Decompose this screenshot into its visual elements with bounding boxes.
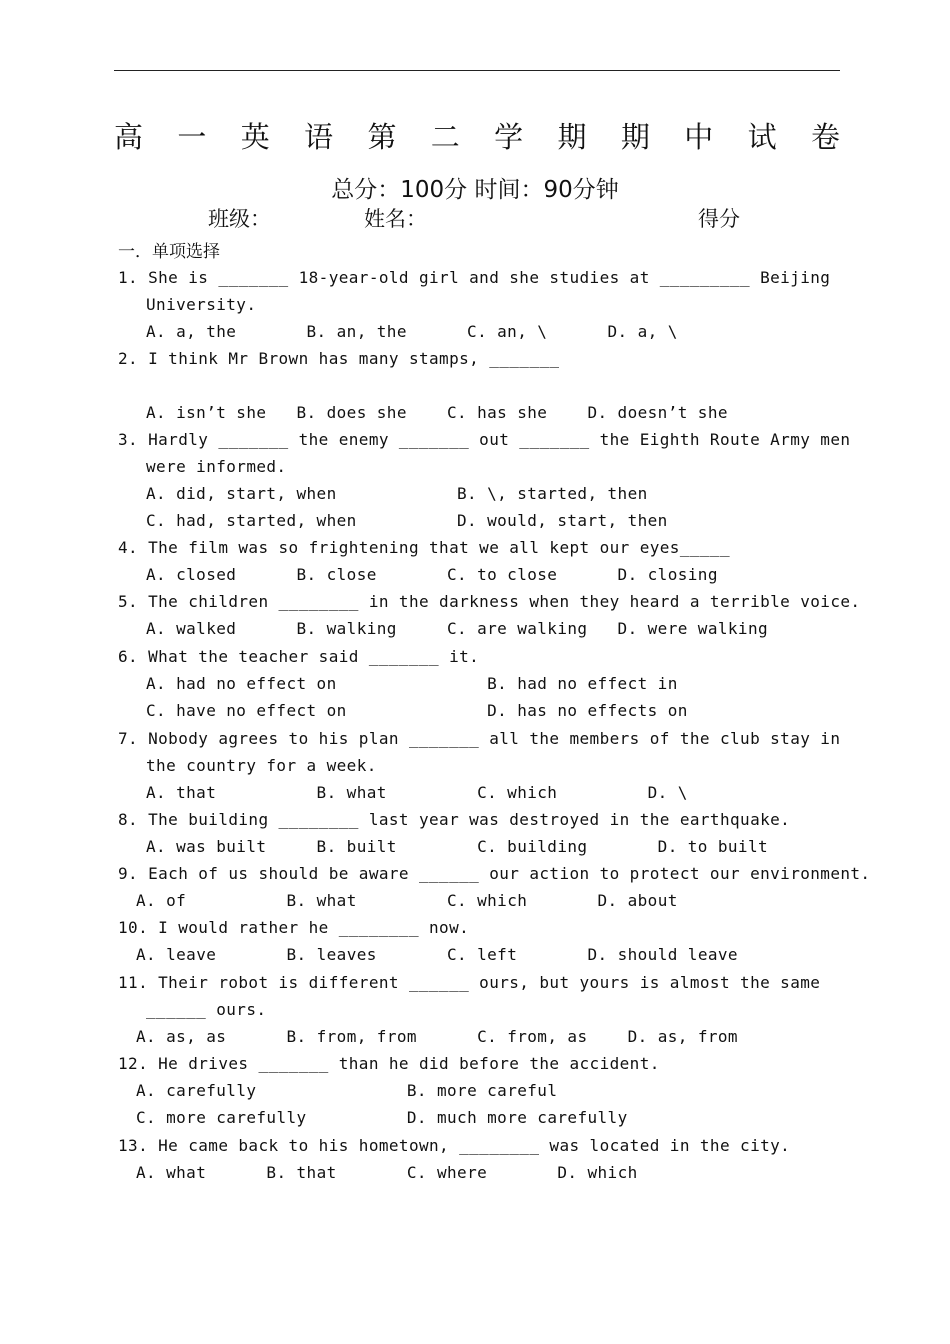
question-line: University. [146, 295, 257, 314]
question-line: ______ ours. [146, 1000, 267, 1019]
question-line: 3. Hardly _______ the enemy _______ out _______ the Eighth Route Army men [118, 430, 851, 449]
option-line: A. did, start, when B. \, started, then [146, 484, 648, 503]
option-line: A. of B. what C. which D. about [136, 891, 678, 910]
question-line: 6. What the teacher said _______ it. [118, 647, 480, 666]
option-line: A. closed B. close C. to close D. closing [146, 565, 718, 584]
title-char: 英 [240, 120, 270, 154]
section-heading: 一．单项选择 [118, 242, 220, 262]
question-line: were informed. [146, 457, 287, 476]
question-line: 4. The film was so frightening that we all kept our eyes_____ [118, 538, 731, 557]
title-char: 期 [557, 120, 587, 154]
title-char: 第 [367, 120, 397, 154]
option-line: C. have no effect on D. has no effects on [146, 701, 688, 720]
option-line: C. had, started, when D. would, start, then [146, 511, 668, 530]
option-line: A. had no effect on B. had no effect in [146, 674, 678, 693]
title-char: 期 [620, 120, 650, 154]
option-line: A. that B. what C. which D. \ [146, 783, 688, 802]
title-char: 卷 [810, 120, 840, 154]
question-line: 12. He drives _______ than he did before the accident. [118, 1054, 660, 1073]
question-line: 13. He came back to his hometown, ________ was located in the city. [118, 1136, 791, 1155]
question-line: 10. I would rather he ________ now. [118, 918, 470, 937]
option-line: A. isn’t she B. does she C. has she D. doesn’t she [146, 403, 728, 422]
option-line: A. walked B. walking C. are walking D. were walking [146, 619, 769, 638]
name-label: 姓名： [364, 207, 427, 231]
question-line: 7. Nobody agrees to his plan _______ all the members of the club stay in [118, 729, 841, 748]
header-rule [114, 70, 840, 71]
option-line: A. as, as B. from, from C. from, as D. as, from [136, 1027, 738, 1046]
question-line: 8. The building ________ last year was destroyed in the earthquake. [118, 810, 791, 829]
option-line: A. leave B. leaves C. left D. should leave [136, 945, 738, 964]
option-line: A. a, the B. an, the C. an, \ D. a, \ [146, 322, 678, 341]
title-char: 试 [747, 120, 777, 154]
title-char: 二 [430, 120, 460, 154]
option-line: C. more carefully D. much more carefully [136, 1108, 628, 1127]
title-char: 语 [304, 120, 334, 154]
option-line: A. what B. that C. where D. which [136, 1163, 638, 1182]
exam-title [114, 118, 840, 156]
question-line: 2. I think Mr Brown has many stamps, _______ [118, 349, 560, 368]
title-char: 一 [177, 120, 207, 154]
class-label: 班级： [208, 207, 271, 231]
question-line: 5. The children ________ in the darkness when they heard a terrible voice. [118, 592, 861, 611]
question-line: 11. Their robot is different ______ ours, but yours is almost the same [118, 973, 821, 992]
title-char: 高 [114, 120, 144, 154]
question-line: 9. Each of us should be aware ______ our action to protect our environment. [118, 864, 871, 883]
score-label: 得分 [698, 207, 740, 231]
score-time-subtitle: 总分：100分 时间：90分钟 [331, 177, 619, 203]
option-line: A. was built B. built C. building D. to built [146, 837, 769, 856]
question-line: the country for a week. [146, 756, 377, 775]
title-char: 学 [494, 120, 524, 154]
option-line: A. carefully B. more careful [136, 1081, 558, 1100]
question-line: 1. She is _______ 18-year-old girl and she studies at _________ Beijing [118, 268, 831, 287]
title-char: 中 [684, 120, 714, 154]
